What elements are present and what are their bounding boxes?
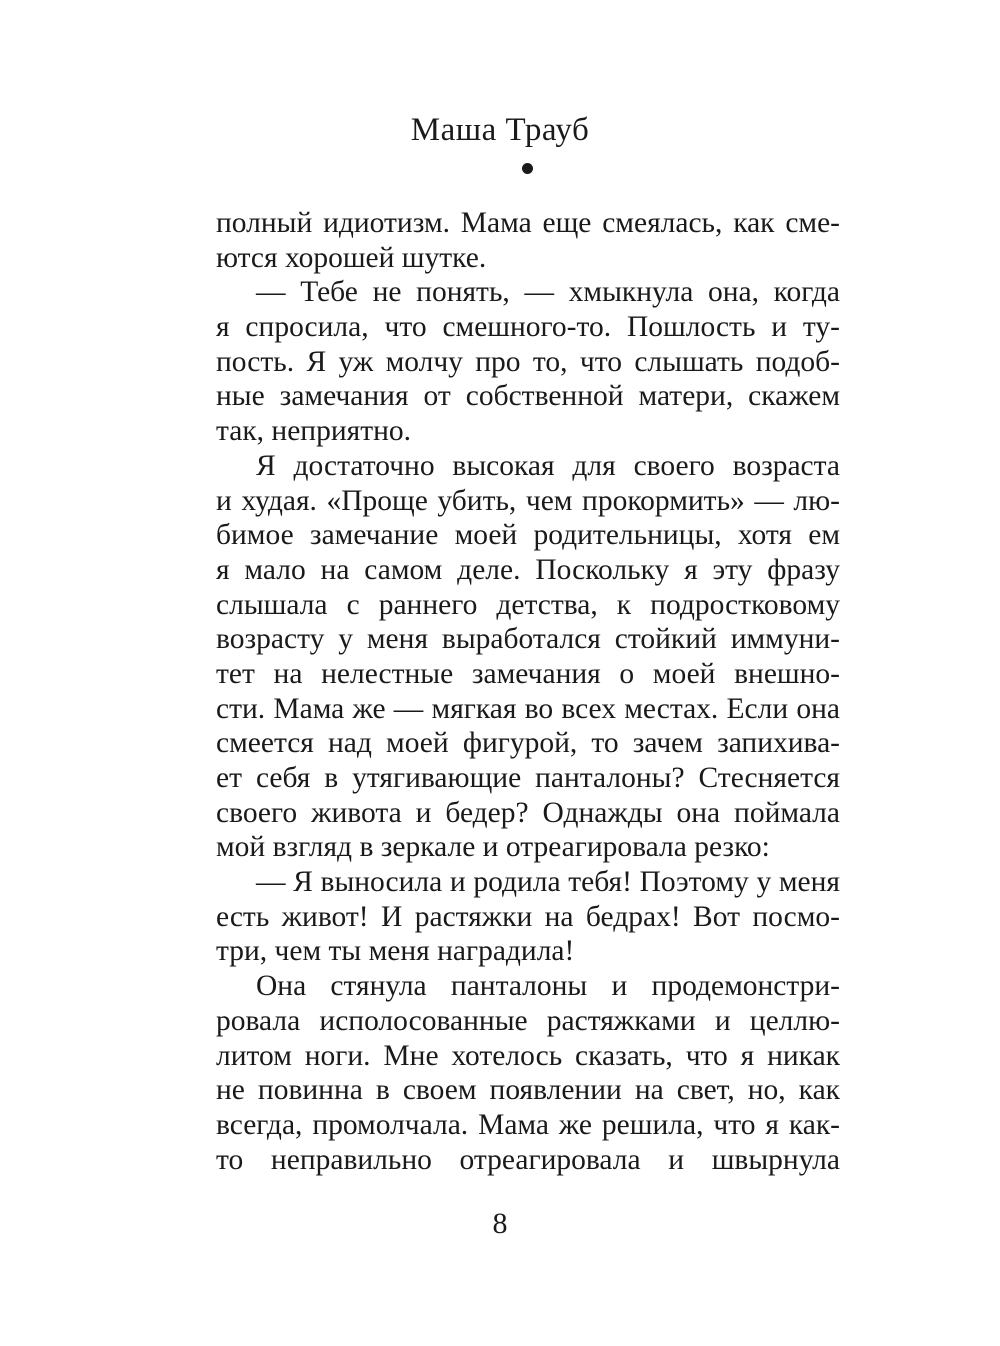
text-line: так, неприятно.	[216, 415, 412, 448]
text-line: три, чем ты меня наградила!	[216, 935, 575, 968]
text-line: ются хорошей шутке.	[216, 241, 487, 274]
text-line: Я достаточно высокая для своего возраста	[256, 449, 840, 482]
text-line: ные замечания от собственной матери, скажем	[216, 380, 840, 413]
header-ornament-dot	[522, 163, 533, 174]
text-line: — Тебе не понять, — хмыкнула она, когда	[256, 276, 840, 309]
text-line: — Я выносила и родила тебя! Поэтому у меня	[256, 866, 840, 899]
running-header-author: Маша Трауб	[410, 112, 590, 148]
text-line: сти. Мама же — мягкая во всех местах. Если она	[216, 692, 840, 725]
text-line: мой взгляд в зеркале и отреагировала резко:	[216, 831, 770, 864]
text-line: своего живота и бедер? Однажды она поймала	[216, 796, 840, 829]
text-line: литом ноги. Мне хотелось сказать, что я никак	[216, 1039, 840, 1072]
text-line: полный идиотизм. Мама еще смеялась, как сме-	[216, 207, 840, 239]
text-line: возрасту у меня выработался стойкий иммуни-	[216, 623, 840, 656]
text-line: ет себя в утягивающие панталоны? Стесняется	[216, 762, 840, 794]
text-line: слышала с раннего детства, к подростковому	[216, 588, 840, 621]
text-line: бимое замечание моей родительницы, хотя ем	[216, 519, 840, 552]
text-line: то неправильно отреагировала и швырнула	[216, 1143, 840, 1176]
text-line: ровала исполосованные растяжками и целлю-	[216, 1004, 840, 1037]
text-line: я спросила, что смешного-то. Пошлость и ту-	[216, 311, 840, 344]
text-line: и худая. «Проще убить, чем прокормить» — лю-	[216, 484, 840, 517]
text-line: я мало на самом деле. Поскольку я эту фразу	[216, 553, 840, 586]
page-number: 8	[492, 1207, 508, 1240]
text-line: не повинна в своем появлении на свет, но, как	[216, 1074, 840, 1107]
text-line: пость. Я уж молчу про то, что слышать подоб-	[216, 345, 840, 378]
text-line: смеется над моей фигурой, то зачем запихива-	[216, 727, 840, 760]
text-line: Она стянула панталоны и продемонстри-	[256, 970, 840, 1003]
text-line: всегда, промолчала. Мама же решила, что я как-	[216, 1108, 840, 1141]
text-line: есть живот! И растяжки на бедрах! Вот посмо-	[216, 900, 840, 933]
body-text	[216, 206, 840, 1177]
text-line: тет на нелестные замечания о моей внешно-	[216, 657, 840, 690]
